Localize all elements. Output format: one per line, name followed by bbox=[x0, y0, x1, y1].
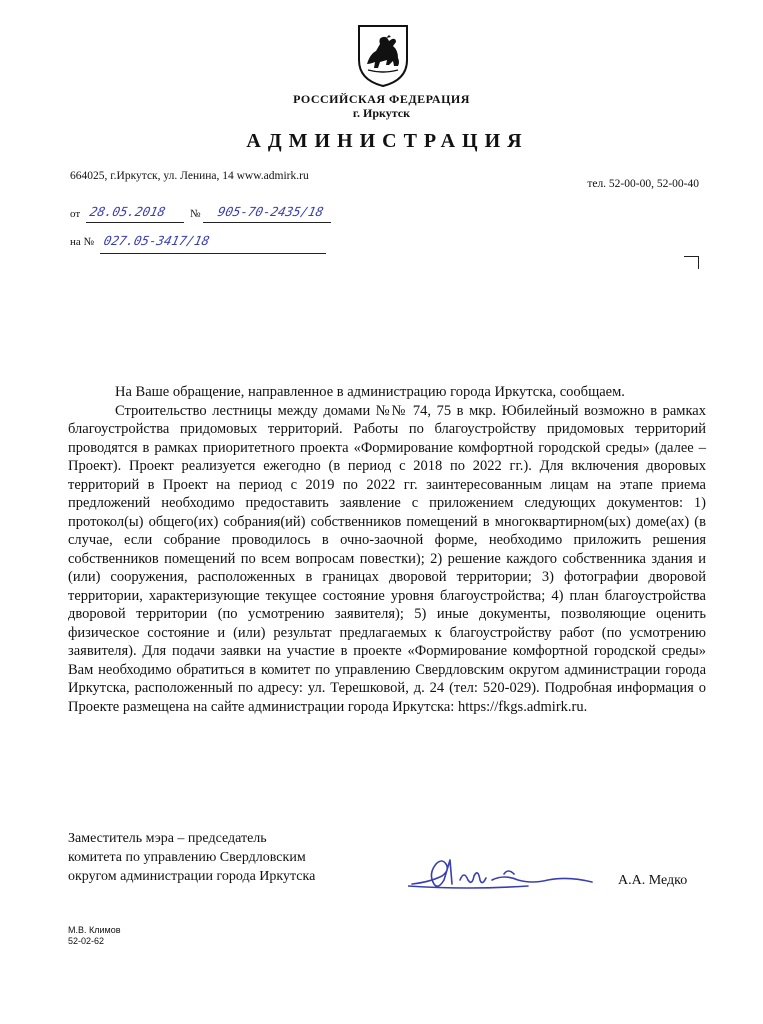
signatory-position-line-1: Заместитель мэра – председатель bbox=[68, 831, 267, 846]
reference-on-label: на № bbox=[70, 236, 95, 248]
signatory-position bbox=[68, 829, 315, 886]
date-underline bbox=[86, 222, 184, 223]
handwritten-signature bbox=[408, 850, 594, 894]
irkutsk-coat-of-arms-icon bbox=[356, 24, 410, 88]
letter-number: 905-70-2435/18 bbox=[216, 204, 325, 219]
signatory-position-line-2: комитета по управлению Свердловским bbox=[68, 850, 306, 865]
body-paragraph-intro: На Ваше обращение, направленное в администрацию города Иркутска, сообщаем. bbox=[115, 384, 625, 400]
executor-info bbox=[68, 925, 121, 947]
reference-from-label: от bbox=[70, 208, 81, 220]
signatory-position-line-3: округом администрации города Иркутска bbox=[68, 869, 316, 884]
executor-phone: 52-02-62 bbox=[68, 936, 105, 946]
address-block-corner-mark bbox=[684, 256, 699, 269]
number-underline bbox=[203, 222, 331, 223]
organization-address: 664025, г.Иркутск, ул. Ленина, 14 www.admirk.ru bbox=[70, 170, 309, 182]
body-paragraph-main: Строительство лестницы между домами №№ 74, 75 в мкр. Юбилейный возможно в рамках благоустройства придомовых территорий. Работы по благоустройству придомовых территорий проводятся в рамках приоритетного проекта «Формирование комфортной городской среды» (далее – Проект). Проект реализуется ежегодно (в период с 2018 по 2022 гг.). Для включения дворовых территорий в Проект на период с 2019 по 2022 гг. заинтересованным лицам на этапе приема предложений необходимо предоставить заявление с приложением следующих документов: 1) протокол(ы) общего(их) собрания(ий) собственников помещений в многоквартирном(ых) доме(ах) (в случае, если собрание проводилось в очно-заочной форме, необходимо приложить решения собственников помещений по всем вопросам повестки); 2) решение каждого собственника здания и (или) сооружения, расположенных в границах дворовой территории; 3) фотографии дворовой территории, характеризующие текущее состояние уровня благоустройства; 4) план благоустройства дворовой территории (по усмотрению заявителя); 5) иные документы, позволяющие оценить физическое состояние и (или) результат предлагаемых к благоустройству работ (по усмотрению заявителя). Для подачи заявки на участие в проекте «Формирование комфортной городской среды» Вам необходимо обратиться в комитет по управлению Свердловским округом администрации города Иркутска, расположенный по адресу: ул. Терешковой, д. 24 (тел: 520-029). Подробная информация о Проекте размещена на сайте администрации города Иркутска: https://fkgs.admirk.ru. bbox=[68, 402, 706, 715]
organization-title: АДМИНИСТРАЦИЯ bbox=[246, 130, 529, 152]
organization-phone: тел. 52-00-00, 52-00-40 bbox=[587, 178, 699, 190]
letter-body bbox=[68, 383, 706, 716]
incoming-number-underline bbox=[100, 253, 326, 254]
reference-number-label: № bbox=[190, 208, 201, 220]
incoming-number: 027.05-3417/18 bbox=[102, 233, 211, 248]
letter-date: 28.05.2018 bbox=[88, 204, 167, 219]
executor-name: М.В. Климов bbox=[68, 925, 121, 935]
city-name: г. Иркутск bbox=[352, 106, 411, 120]
signatory-name: А.А. Медко bbox=[618, 873, 688, 888]
country-name: РОССИЙСКАЯ ФЕДЕРАЦИЯ bbox=[293, 92, 470, 106]
